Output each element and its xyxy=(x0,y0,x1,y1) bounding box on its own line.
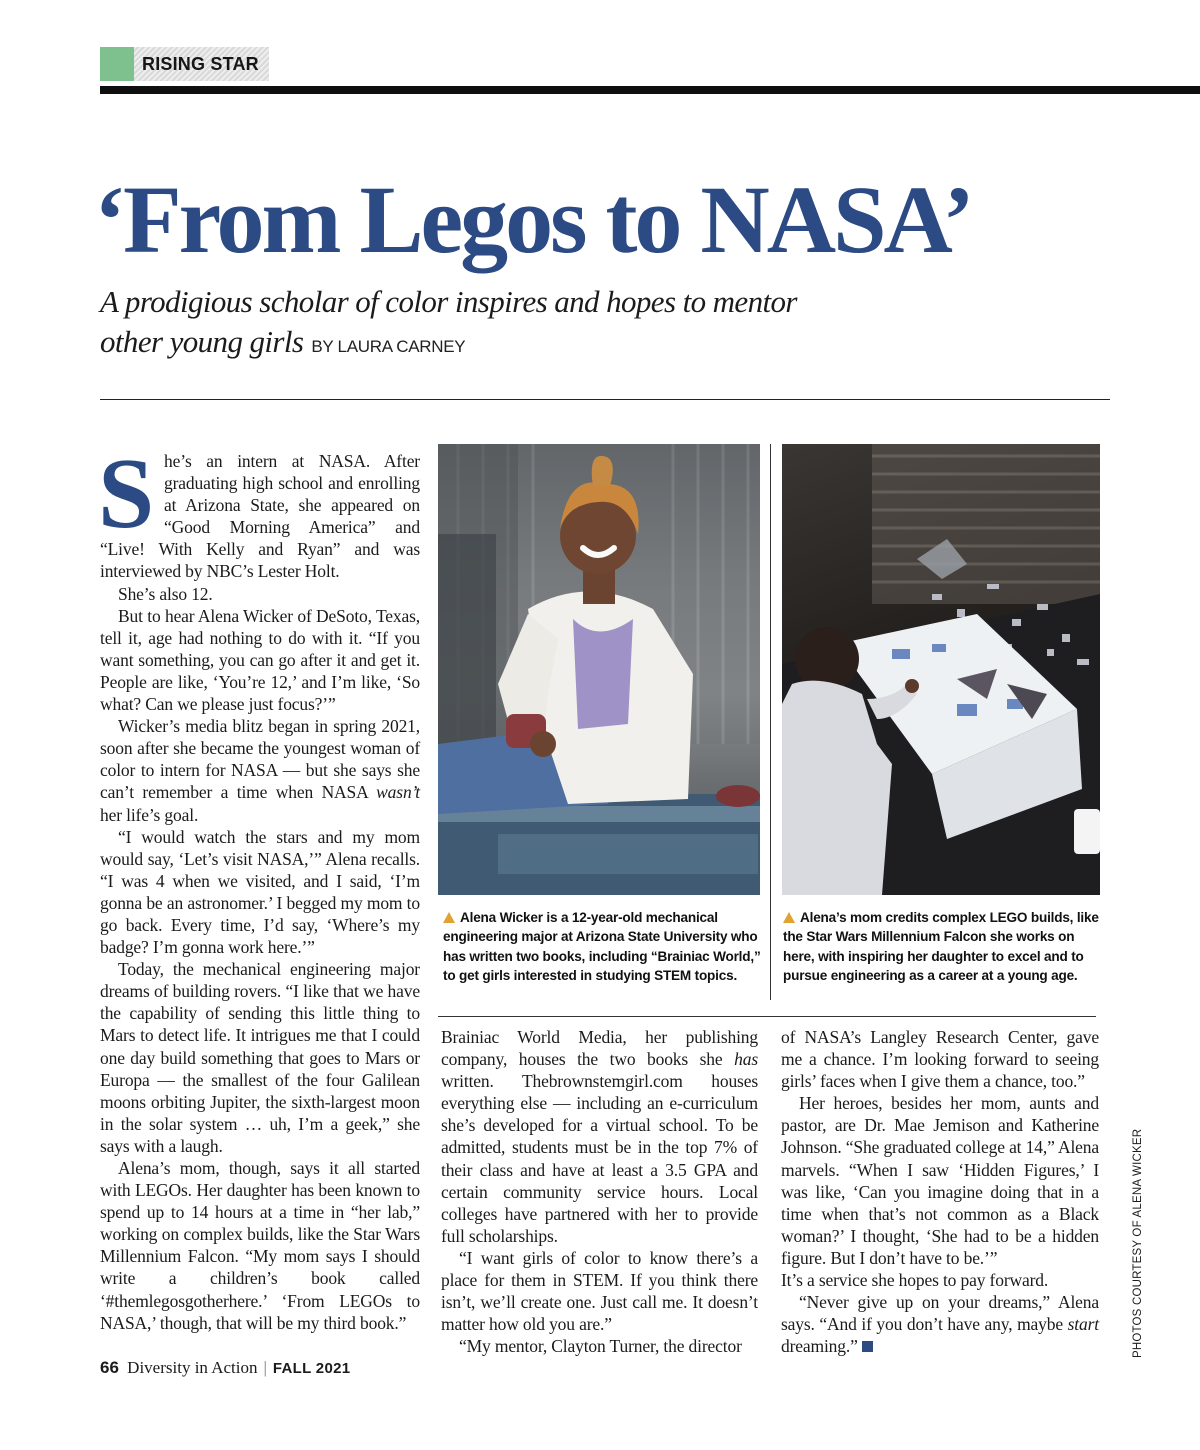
body-paragraph: “My mentor, Clayton Turner, the director xyxy=(459,1336,742,1357)
photo-alena-portrait xyxy=(438,444,760,895)
body-column-1 xyxy=(98,437,420,1334)
caption-text: Alena Wicker is a 12-year-old mechanical engineering major at Arizona State University who has written two books, including “Brainiac World,” to get girls interested in studying STEM topics. xyxy=(443,910,761,984)
caption-triangle-icon xyxy=(443,912,455,923)
emphasis-text: wasn’t xyxy=(376,782,420,803)
section-tag xyxy=(100,47,269,81)
caption-photo-1 xyxy=(443,908,761,986)
body-column-2 xyxy=(441,1026,758,1357)
end-square-icon xyxy=(862,1341,873,1352)
paragraph-text: “Never give up on your dreams,” Alena says. “And if you don’t have any, maybe xyxy=(781,1292,1099,1335)
publication-name: Diversity in Action xyxy=(127,1358,258,1377)
column-divider-vertical xyxy=(770,444,771,1000)
body-paragraph: Alena’s mom, though, says it all started with LEGOs. Her daughter has been known to spend up to 14 hours at a time in “her lab,” working on complex builds, like the Star Wars Millennium Falcon. “My mom says I should write a children’s book called ‘#themlegosgotherhere.’ ‘From LEGOs to NASA,’ though, that will be my third book.” xyxy=(100,1158,420,1333)
paragraph-text: her life’s goal. xyxy=(100,804,199,825)
paragraph-text: written. Thebrownstemgirl.com houses everything else — including an e-curriculum she’s developed for a virtual school. To be admitted, students must be in the top 7% of their class and have at least a 3.5 GPA and certain community service hours. Local colleges have partnered with her to provide full scholarships. xyxy=(441,1071,758,1246)
body-paragraph: of NASA’s Langley Research Center, gave me a chance. I’m looking forward to seeing girls’ faces when I give them a chance, too.” xyxy=(781,1027,1099,1092)
paragraph-text: Brainiac World Media, her publishing company, houses the two books she xyxy=(441,1027,758,1070)
byline: BY LAURA CARNEY xyxy=(311,337,466,356)
body-paragraph: “I would watch the stars and my mom would say, ‘Let’s visit NASA,’” Alena recalls. “I was 4 when we visited, and I said, ‘I’m gonna be an astronomer.’ I begged my mom to go back. Every time, I’d say, ‘Where’s my badge? I’m gonna work here.’” xyxy=(100,826,420,958)
deck-text: A prodigious scholar of color inspires and hopes to mentor other young girls xyxy=(100,284,797,359)
section-tag-swatch xyxy=(100,47,134,81)
body-paragraph: Her heroes, besides her mom, aunts and pastor, are Dr. Mae Jemison and Katherine Johnson. “She graduated college at 14,” Alena marvels. “When I saw ‘Hidden Figures,’ I was like, ‘Can you imagine doing that in a time when that’s not common as a Black woman?’ I thought, ‘She had to be a hidden figure. But I don’t have to be.’” xyxy=(781,1093,1099,1268)
folio-separator: | xyxy=(263,1358,267,1377)
lego-build-illustration xyxy=(782,444,1100,895)
paragraph-text: Wicker’s media blitz began in spring 2021, soon after she became the youngest woman of color to intern for NASA — but she says she can’t remember a time when NASA xyxy=(100,716,420,803)
photo-lego-build xyxy=(782,444,1100,895)
body-paragraph: She’s also 12. xyxy=(118,583,213,604)
body-paragraph xyxy=(781,1291,1099,1357)
paragraph-text: he’s an intern at NASA. After graduating high school and enrolling at Arizona State, she appeared on “Good Morning America” and “Live! With Kelly and Ryan” and was interviewed by NBC’s Lester Holt. xyxy=(100,451,420,582)
body-paragraph: But to hear Alena Wicker of DeSoto, Texas, tell it, age had nothing to do with it. “If you want something, you can go after it and get it. People are like, ‘You’re 12,’ and I’m like, ‘So what? Can we please just focus?’” xyxy=(100,605,420,715)
body-paragraph xyxy=(441,1026,758,1247)
body-paragraph xyxy=(98,437,420,583)
column-divider-horizontal xyxy=(438,1016,1096,1017)
section-tag-label: RISING STAR xyxy=(134,47,269,81)
emphasis-text: start xyxy=(1067,1314,1099,1335)
page-number: 66 xyxy=(100,1358,119,1377)
deck xyxy=(100,282,860,367)
portrait-illustration xyxy=(438,444,760,895)
caption-photo-2 xyxy=(783,908,1101,986)
top-rule xyxy=(100,86,1200,94)
headline: ‘From Legos to NASA’ xyxy=(94,166,972,273)
issue-label: FALL 2021 xyxy=(272,1360,351,1377)
deck-rule xyxy=(100,399,1110,400)
body-paragraph: Today, the mechanical engineering major dreams of building rovers. “I like that we have the capability of sending this little thing to Mars to detect life. It intrigues me that I could one day build something that goes to Mars or Europa — the smallest of the four Galilean moons orbiting Jupiter, the sixth-largest moon in the solar system … uh, I’m a geek,” she says with a laugh. xyxy=(100,959,420,1156)
drop-cap: S xyxy=(98,437,155,549)
caption-triangle-icon xyxy=(783,912,795,923)
body-paragraph xyxy=(100,715,420,825)
body-paragraph: “I want girls of color to know there’s a place for them in STEM. If you think there isn’t, we’ll create one. Just call me. It doesn’t matter how old you are.” xyxy=(441,1247,758,1335)
body-column-3 xyxy=(781,1026,1099,1357)
photo-credit: PHOTOS COURTESY OF ALENA WICKER xyxy=(1132,1128,1144,1358)
page-folio xyxy=(100,1358,350,1378)
body-paragraph: It’s a service she hopes to pay forward. xyxy=(781,1270,1049,1291)
emphasis-text: has xyxy=(734,1049,758,1070)
caption-text: Alena’s mom credits complex LEGO builds, like the Star Wars Millennium Falcon she works on here, with inspiring her daughter to excel and to pursue engineering as a career at a young age. xyxy=(783,910,1099,984)
paragraph-text: dreaming.” xyxy=(781,1336,858,1357)
